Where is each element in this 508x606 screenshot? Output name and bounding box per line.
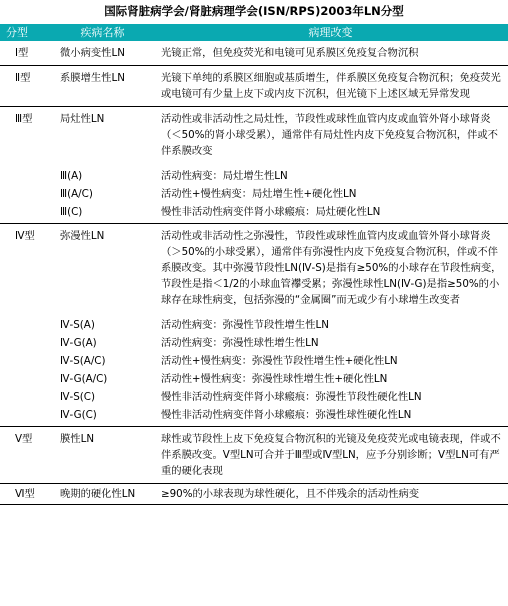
row-type: Ⅳ型 — [15, 230, 35, 242]
row-name: 膜性LN — [52, 427, 153, 484]
row-name: 局灶性LN — [60, 113, 105, 125]
row-description: 活动性病变：局灶增生性LN — [161, 170, 288, 182]
row-name: Ⅳ-G(A/C) — [60, 373, 108, 385]
row-description: ≥90%的小球表现为球性硬化，且不伴残余的活动性病变 — [153, 484, 508, 505]
row-name: 弥漫性LN — [60, 230, 105, 242]
row-name: Ⅲ(A) — [60, 170, 83, 182]
row-name: Ⅳ-S(C) — [60, 391, 95, 403]
row-type — [0, 406, 52, 427]
header-disease-name: 疾病名称 — [80, 26, 125, 39]
row-type — [0, 352, 52, 370]
row-name: Ⅳ-G(A) — [60, 337, 97, 349]
row-type — [0, 334, 52, 352]
table-row — [0, 352, 508, 370]
table-row — [0, 388, 508, 406]
row-description: 活动性病变：弥漫性球性增生性LN — [161, 337, 319, 349]
table-header-row — [0, 24, 508, 41]
row-description: 活动性病变：弥漫性节段性增生性LN — [161, 319, 329, 331]
table-row — [0, 406, 508, 427]
row-description: 慢性非活动性病变伴肾小球瘢痕：弥漫性球性硬化性LN — [153, 406, 508, 427]
table-row — [0, 203, 508, 224]
row-name: Ⅳ-S(A) — [60, 319, 95, 331]
row-description: 活动性或非活动性之局灶性，节段性或球性血管内皮或血管外肾小球肾炎（＜50%的肾小球受累），通常伴有局灶性内皮下免疫复合物沉积，伴或不伴系膜改变 — [161, 113, 498, 157]
classification-table — [0, 24, 508, 505]
row-type — [0, 185, 52, 203]
row-type: Ⅵ型 — [0, 484, 52, 505]
row-name: Ⅳ-G(C) — [52, 406, 153, 427]
table-row — [0, 185, 508, 203]
row-name: 系膜增生性LN — [52, 66, 153, 107]
row-description: 慢性非活动性病变伴肾小球瘢痕：弥漫性节段性硬化性LN — [161, 391, 422, 403]
row-name: 晚期的硬化性LN — [52, 484, 153, 505]
table-row — [0, 41, 508, 66]
table-row — [0, 370, 508, 388]
row-description: 光镜下单纯的系膜区细胞或基质增生，伴系膜区免疫复合物沉积；免疫荧光或电镜可有少量上皮下或内皮下沉积，但光镜下上述区域无异常发现 — [153, 66, 508, 107]
row-type: Ⅴ型 — [0, 427, 52, 484]
row-description: 活动性+慢性病变：局灶增生性+硬化性LN — [161, 188, 357, 200]
row-type: Ⅱ型 — [0, 66, 52, 107]
row-description: 光镜正常，但免疫荧光和电镜可见系膜区免疫复合物沉积 — [153, 41, 508, 66]
row-type — [0, 312, 52, 334]
row-description: 活动性+慢性病变：弥漫性球性增生性+硬化性LN — [161, 373, 388, 385]
row-name: 微小病变性LN — [52, 41, 153, 66]
table-row — [0, 334, 508, 352]
document-title: 国际肾脏病学会/肾脏病理学会(ISN/RPS)2003年LN分型 — [104, 4, 404, 18]
table-row — [0, 427, 508, 484]
row-name: Ⅲ(A/C) — [60, 188, 93, 200]
table-row — [0, 107, 508, 164]
table-row — [0, 224, 508, 313]
table-row — [0, 66, 508, 107]
row-description: 球性或节段性上皮下免疫复合物沉积的光镜及免疫荧光或电镜表现，伴或不伴系膜改变。Ⅴ型LN可合并于Ⅲ型或Ⅳ型LN，应予分别诊断；Ⅴ型LN可有严重的硬化表现 — [153, 427, 508, 484]
table-row — [0, 163, 508, 185]
header-type: 分型 — [6, 26, 28, 39]
row-type: Ⅲ型 — [15, 113, 33, 125]
row-description: 活动性+慢性病变：弥漫性节段性增生性+硬化性LN — [161, 355, 398, 367]
row-name: Ⅳ-S(A/C) — [60, 355, 106, 367]
header-pathology: 病理改变 — [308, 26, 353, 39]
row-description: 慢性非活动性病变伴肾小球瘢痕：局灶硬化性LN — [153, 203, 508, 224]
row-type — [0, 388, 52, 406]
row-description: 活动性或非活动性之弥漫性，节段性或球性血管内皮或血管外肾小球肾炎（＞50%的小球受累），通常伴有弥漫性内皮下免疫复合物沉积，伴或不伴系膜改变。其中弥漫节段性LN(Ⅳ-S)是指有≥50%的小球存在节段性病变，节段性是指＜1/2的小球血管襻受累；弥漫性球性LN(Ⅳ-G)是指≥50%的小球存在球性病变，包括弥漫的“金属圈”而无或少有小球增生改变者 — [161, 230, 502, 306]
row-type — [0, 163, 52, 185]
row-type: Ⅰ型 — [0, 41, 52, 66]
row-type — [0, 203, 52, 224]
row-name: Ⅲ(C) — [52, 203, 153, 224]
table-row — [0, 312, 508, 334]
table-row — [0, 484, 508, 505]
row-type — [0, 370, 52, 388]
